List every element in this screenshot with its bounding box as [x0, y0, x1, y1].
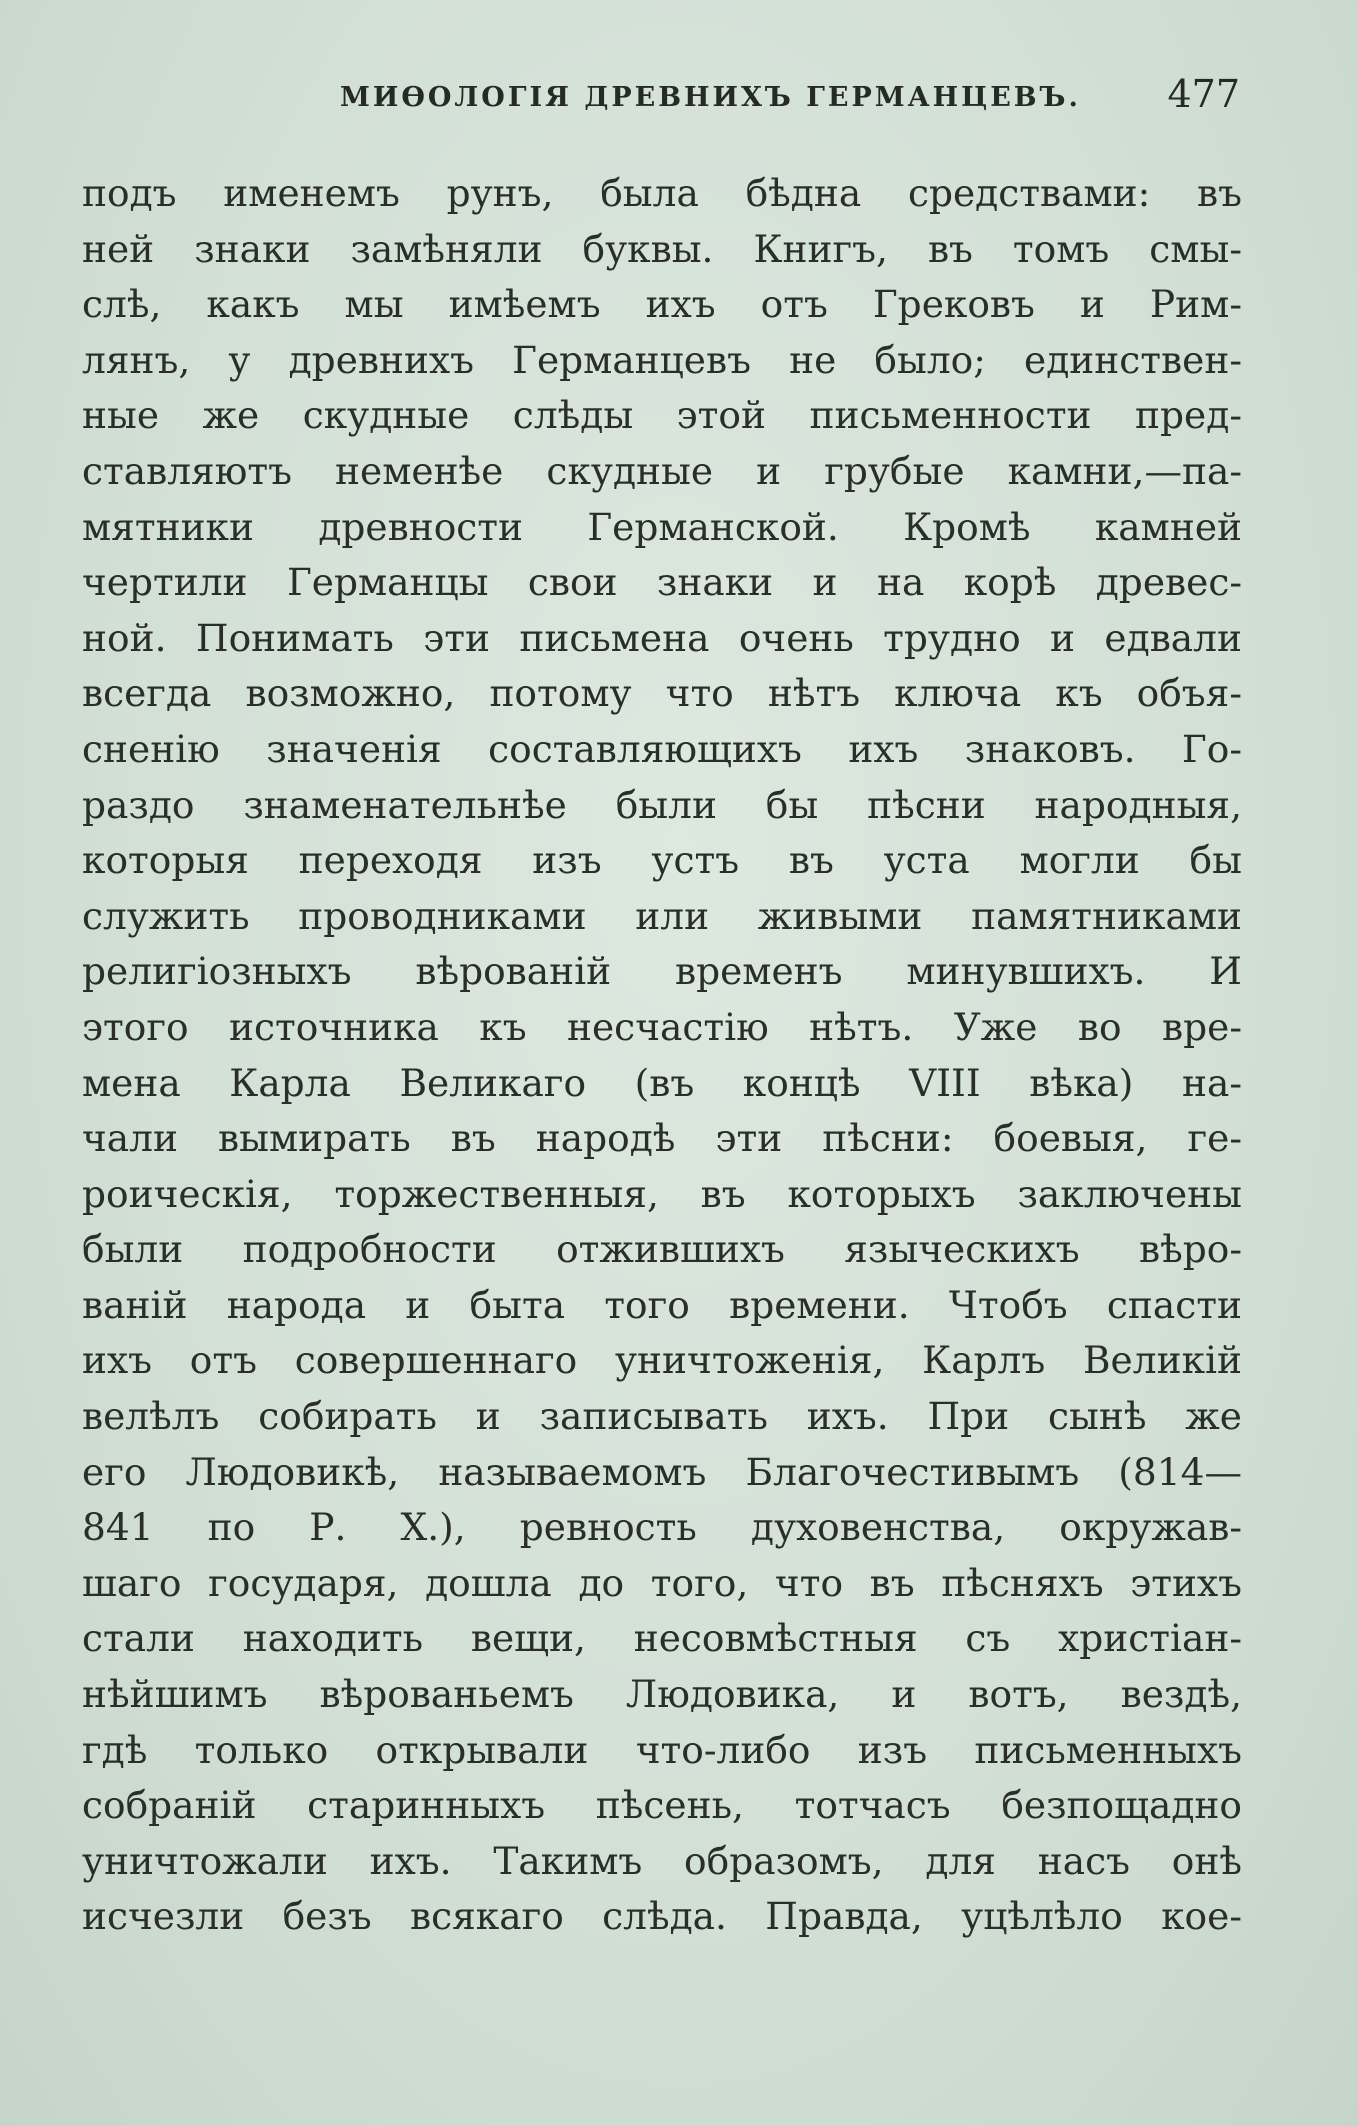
- text-line: велѣлъ собирать и записывать ихъ. При сынѣ же: [82, 1394, 1242, 1439]
- text-line: ставляютъ неменѣе скудные и грубые камни,—па-: [82, 448, 1242, 493]
- text-line: раздо знаменательнѣе были бы пѣсни народныя,: [82, 782, 1242, 827]
- page-number: 477: [1167, 72, 1240, 116]
- text-line: ные же скудные слѣды этой письменности пред-: [82, 393, 1242, 438]
- text-line: его Людовикѣ, называемомъ Благочестивымъ (814—: [82, 1449, 1242, 1494]
- text-line: чертили Германцы свои знаки и на корѣ древес-: [82, 560, 1242, 605]
- text-line: нѣйшимъ вѣрованьемъ Людовика, и вотъ, вездѣ,: [82, 1672, 1242, 1717]
- text-line: уничтожали ихъ. Такимъ образомъ, для насъ онѣ: [82, 1838, 1242, 1883]
- text-line: собраній старинныхъ пѣсень, тотчасъ безпощадно: [82, 1783, 1242, 1828]
- text-line: ной. Понимать эти письмена очень трудно и едвали: [82, 615, 1242, 660]
- text-line: служить проводниками или живыми памятниками: [82, 893, 1242, 938]
- text-line: всегда возможно, потому что нѣтъ ключа къ объя-: [82, 671, 1242, 716]
- text-line: роическія, торжественныя, въ которыхъ заключены: [82, 1171, 1242, 1216]
- text-line: стали находить вещи, несовмѣстныя съ христіан-: [82, 1616, 1242, 1661]
- text-line: мена Карла Великаго (въ концѣ VIII вѣка) на-: [82, 1060, 1242, 1105]
- text-line: слѣ, какъ мы имѣемъ ихъ отъ Грековъ и Рим-: [82, 282, 1242, 327]
- text-line: гдѣ только открывали что-либо изъ письменныхъ: [82, 1727, 1242, 1772]
- text-line: подъ именемъ рунъ, была бѣдна средствами: въ: [82, 171, 1242, 215]
- running-title: МИѲОЛОГІЯ ДРЕВНИХЪ ГЕРМАНЦЕВЪ.: [340, 82, 1081, 113]
- text-line: сненію значенія составляющихъ ихъ знаковъ. Го-: [82, 726, 1242, 771]
- text-line: 841 по Р. Х.), ревность духовенства, окружав-: [82, 1505, 1242, 1550]
- text-line: были подробности отжившихъ языческихъ вѣро-: [82, 1227, 1242, 1272]
- text-line: шаго государя, дошла до того, что въ пѣсняхъ этихъ: [82, 1560, 1242, 1605]
- text-line: ихъ отъ совершеннаго уничтоженія, Карлъ Великій: [82, 1338, 1242, 1383]
- text-line: мятники древности Германской. Кромѣ камней: [82, 504, 1242, 549]
- text-line: ней знаки замѣняли буквы. Книгъ, въ томъ смы-: [82, 226, 1242, 271]
- text-line: чали вымирать въ народѣ эти пѣсни: боевыя, ге-: [82, 1116, 1242, 1161]
- text-line: религіозныхъ вѣрованій временъ минувшихъ. И: [82, 949, 1242, 994]
- text-line: исчезли безъ всякаго слѣда. Правда, уцѣлѣло кое-: [82, 1894, 1242, 1939]
- running-head: [80, 70, 1240, 130]
- body-text: [82, 166, 1242, 1945]
- text-line: этого источника къ несчастію нѣтъ. Уже во вре-: [82, 1004, 1242, 1049]
- text-line: лянъ, у древнихъ Германцевъ не было; единствен-: [82, 337, 1242, 382]
- text-line: ваній народа и быта того времени. Чтобъ спасти: [82, 1282, 1242, 1327]
- text-line: которыя переходя изъ устъ въ уста могли бы: [82, 838, 1242, 883]
